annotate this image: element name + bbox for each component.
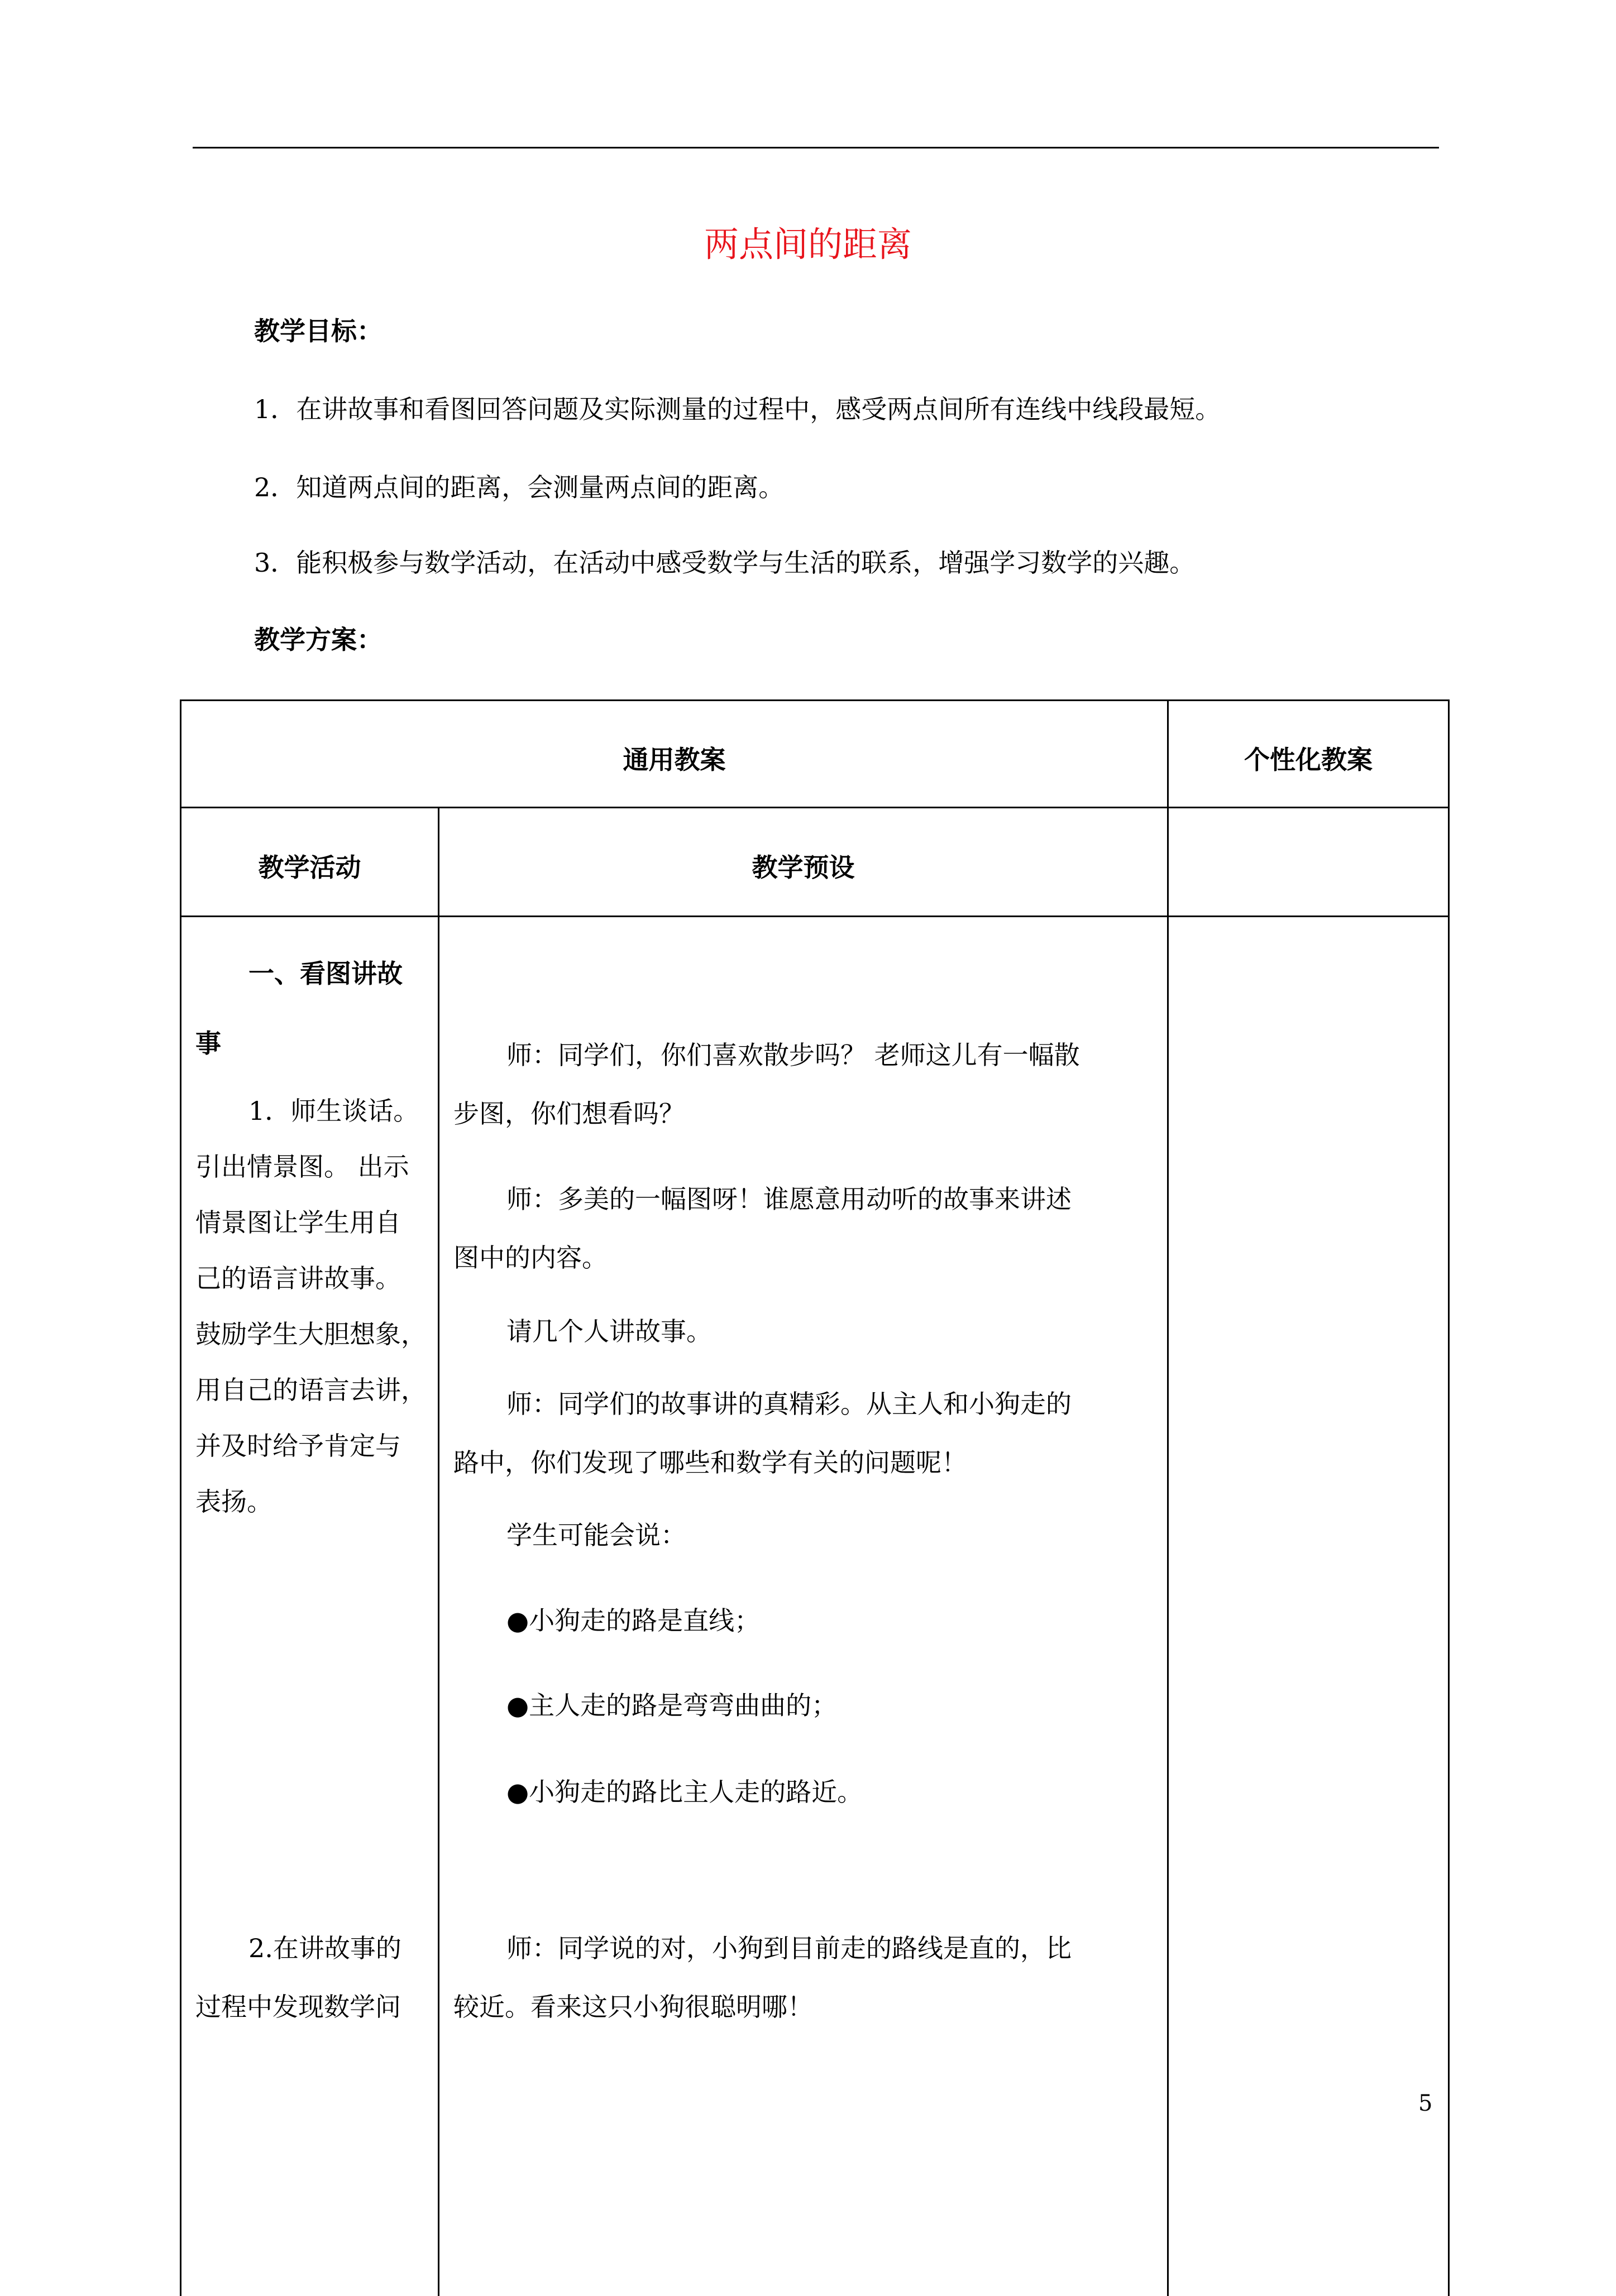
bullet-item: ●小狗走的路是直线； [506, 1605, 761, 1636]
table-rule-2 [180, 915, 1450, 917]
subheader-activity: 教学活动 [258, 852, 361, 883]
activity-column [195, 939, 436, 1079]
activity-text: 己的语言讲故事。 [195, 1263, 401, 1293]
plan-heading: 教学方案： [254, 625, 383, 655]
table-rule-1 [180, 807, 1450, 808]
activity-text: 用自己的语言去讲， [195, 1375, 427, 1405]
page-number: 5 [1418, 2091, 1433, 2116]
preset-column-continued [453, 1919, 1163, 2036]
preset-text: 师：同学们，你们喜欢散步吗？ 老师这儿有一幅散 [506, 1040, 1080, 1070]
activity-item-2 [195, 1919, 436, 2036]
preset-text: 学生可能会说： [506, 1520, 686, 1550]
section-title-line2: 事 [195, 1028, 221, 1058]
header-personal: 个性化教案 [1244, 745, 1373, 775]
document-title: 两点间的距离 [704, 224, 912, 265]
activity-text: 并及时给予肯定与 [195, 1431, 401, 1461]
preset-text: 路中，你们发现了哪些和数学有关的问题呢！ [453, 1447, 967, 1478]
table-divider-personal [1167, 699, 1169, 2296]
activity-text: 表扬。 [195, 1487, 272, 1517]
activity-text: 1．师生谈话。 [248, 1096, 419, 1126]
preset-text: 师：同学说的对，小狗到目前走的路线是直的，比 [506, 1933, 1072, 1963]
preset-text: 较近。看来这只小狗很聪明哪！ [453, 1992, 813, 2022]
bullet-item: ●小狗走的路比主人走的路近。 [506, 1777, 863, 1807]
activity-text: 鼓励学生大胆想象， [195, 1319, 427, 1349]
activity-item-1 [195, 1083, 436, 1530]
activity-text: 情景图让学生用自 [195, 1207, 401, 1238]
preset-column [453, 1026, 1163, 1835]
objective-3: 3．能积极参与数学活动，在活动中感受数学与生活的联系，增强学习数学的兴趣。 [254, 548, 1196, 578]
section-title-line1: 一、看图讲故 [248, 958, 403, 989]
table-divider-activity [438, 807, 439, 2296]
preset-text: 步图，你们想看吗？ [453, 1099, 685, 1129]
subheader-preset: 教学预设 [752, 852, 855, 883]
activity-text: 2.在讲故事的 [248, 1933, 401, 1963]
header-general: 通用教案 [623, 745, 726, 775]
preset-text: 师：同学们的故事讲的真精彩。从主人和小狗走的 [506, 1389, 1072, 1419]
preset-text: 图中的内容。 [453, 1243, 608, 1273]
objective-1: 1．在讲故事和看图回答问题及实际测量的过程中，感受两点间所有连线中线段最短。 [254, 394, 1221, 424]
preset-text: 师：多美的一幅图呀！谁愿意用动听的故事来讲述 [506, 1184, 1072, 1214]
activity-text: 过程中发现数学问 [195, 1992, 401, 2022]
bullet-item: ●主人走的路是弯弯曲曲的； [506, 1690, 838, 1720]
header-rule [193, 147, 1439, 148]
objective-2: 2．知道两点间的距离，会测量两点间的距离。 [254, 472, 785, 502]
objectives-heading: 教学目标： [254, 316, 383, 346]
preset-text: 请几个人讲故事。 [506, 1316, 712, 1346]
activity-text: 引出情景图。 出示 [195, 1152, 409, 1182]
